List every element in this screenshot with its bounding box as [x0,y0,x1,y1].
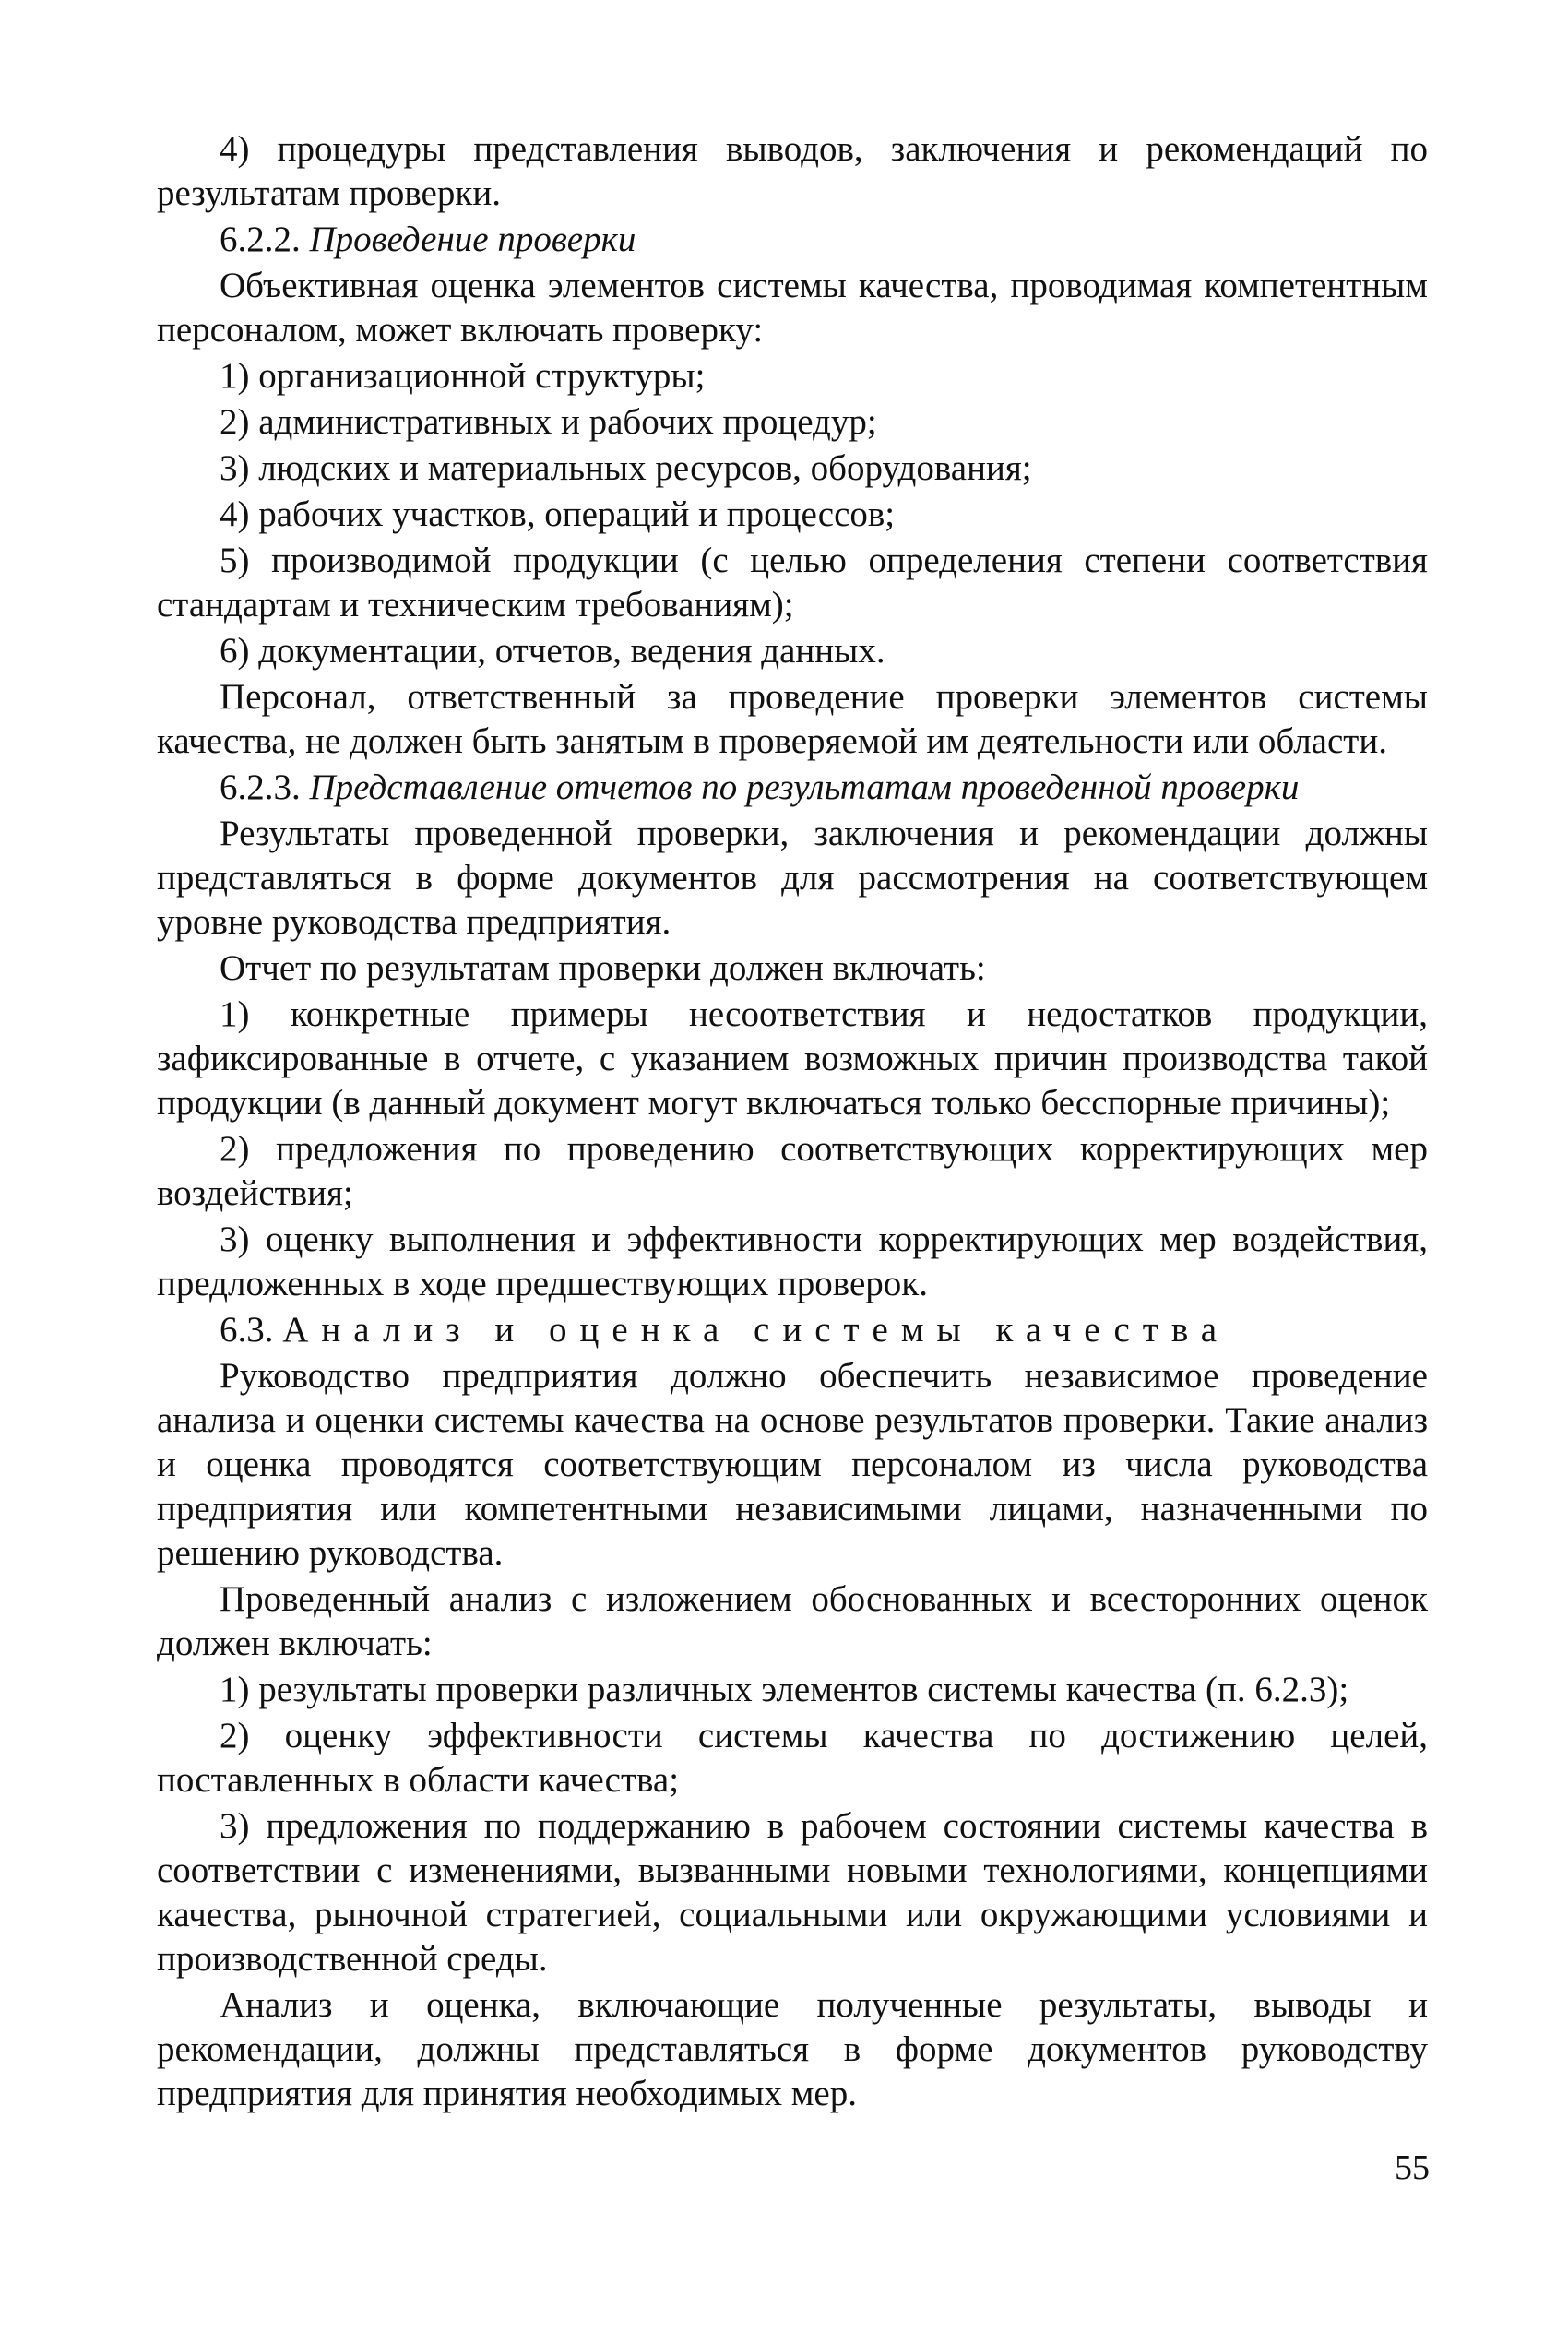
section-title: Представление отчетов по результатам проведенной проверки [309,767,1300,807]
paragraph-results: Результаты проведенной проверки, заключения и рекомендации должны представляться в форме документов для рассмотрения на соответствующем уровне руководства предприятия. [157,814,1428,942]
paragraph-procedures-item-4: 4) процедуры представления выводов, заключения и рекомендаций по результатам проверки. [157,129,1428,213]
section-title: Анализ и оценка системы качества [282,1310,1230,1350]
document-page [157,127,1428,2118]
paragraph-objective-assessment: Объективная оценка элементов системы качества, проводимая компетентным персоналом, может включать проверку: [157,266,1428,350]
section-number: 6.3. [220,1310,274,1350]
list-item-audit-results: 1) результаты проверки различных элементов системы качества (п. 6.2.3); [220,1670,1349,1709]
paragraph-management-review: Руководство предприятия должно обеспечить независимое проведение анализа и оценки системы качества на основе результатов проверки. Такие анализ и оценка проводятся соответствующим персоналом из числа руководства предприятия или компетентными независимыми лицами, назначенными по решению руководства. [157,1356,1428,1573]
list-item-corrective-proposals: 2) предложения по проведению соответствующих корректирующих мер воздействия; [157,1129,1428,1213]
paragraph-report-contents: Отчет по результатам проверки должен включать: [220,948,986,988]
list-item-maintenance-proposals: 3) предложения по поддержанию в рабочем состоянии системы качества в соответствии с изменениями, вызванными новыми технологиями, концепциями качества, рыночной стратегией, социальными или окружающими условиями и производственной среды. [157,1806,1428,1979]
section-number: 6.2.3. [220,767,301,807]
paragraph-personnel: Персонал, ответственный за проведение проверки элементов системы качества, не должен быть занятым в проверяемой им деятельности или области. [157,677,1428,761]
paragraph-analysis-contents: Проведенный анализ с изложением обоснованных и всесторонних оценок должен включать: [157,1579,1428,1663]
list-item-resources: 3) людских и материальных ресурсов, оборудования; [220,448,1032,488]
section-number: 6.2.2. [220,220,301,259]
list-item-work-areas: 4) рабочих участков, операций и процессов; [220,494,896,534]
section-heading-6-2-3 [157,766,1428,810]
paragraph-conclusion: Анализ и оценка, включающие полученные результаты, выводы и рекомендации, должны представляться в форме документов руководству предприятия для принятия необходимых мер. [157,1985,1428,2113]
section-title: Проведение проверки [309,220,636,259]
list-item-documentation: 6) документации, отчетов, ведения данных. [220,631,885,671]
list-item-org-structure: 1) организационной структуры; [220,356,706,396]
section-heading-6-3 [157,1308,1428,1352]
list-item-nonconformity-examples: 1) конкретные примеры несоответствия и недостатков продукции, зафиксированные в отчете, с указанием возможных причин производства такой продукции (в данный документ могут включаться только бесспорные причины); [157,994,1428,1123]
list-item-admin-procedures: 2) административных и рабочих процедур; [220,402,877,442]
list-item-effectiveness-evaluation: 3) оценку выполнения и эффективности корректирующих мер воздействия, предложенных в ходе предшествующих проверок. [157,1220,1428,1303]
page-number: 55 [1395,2148,1430,2187]
list-item-products: 5) производимой продукции (с целью определения степени соответствия стандартам и техническим требованиям); [157,541,1428,625]
section-heading-6-2-2 [157,218,1428,262]
list-item-effectiveness: 2) оценку эффективности системы качества по достижению целей, поставленных в области качества; [157,1716,1428,1800]
